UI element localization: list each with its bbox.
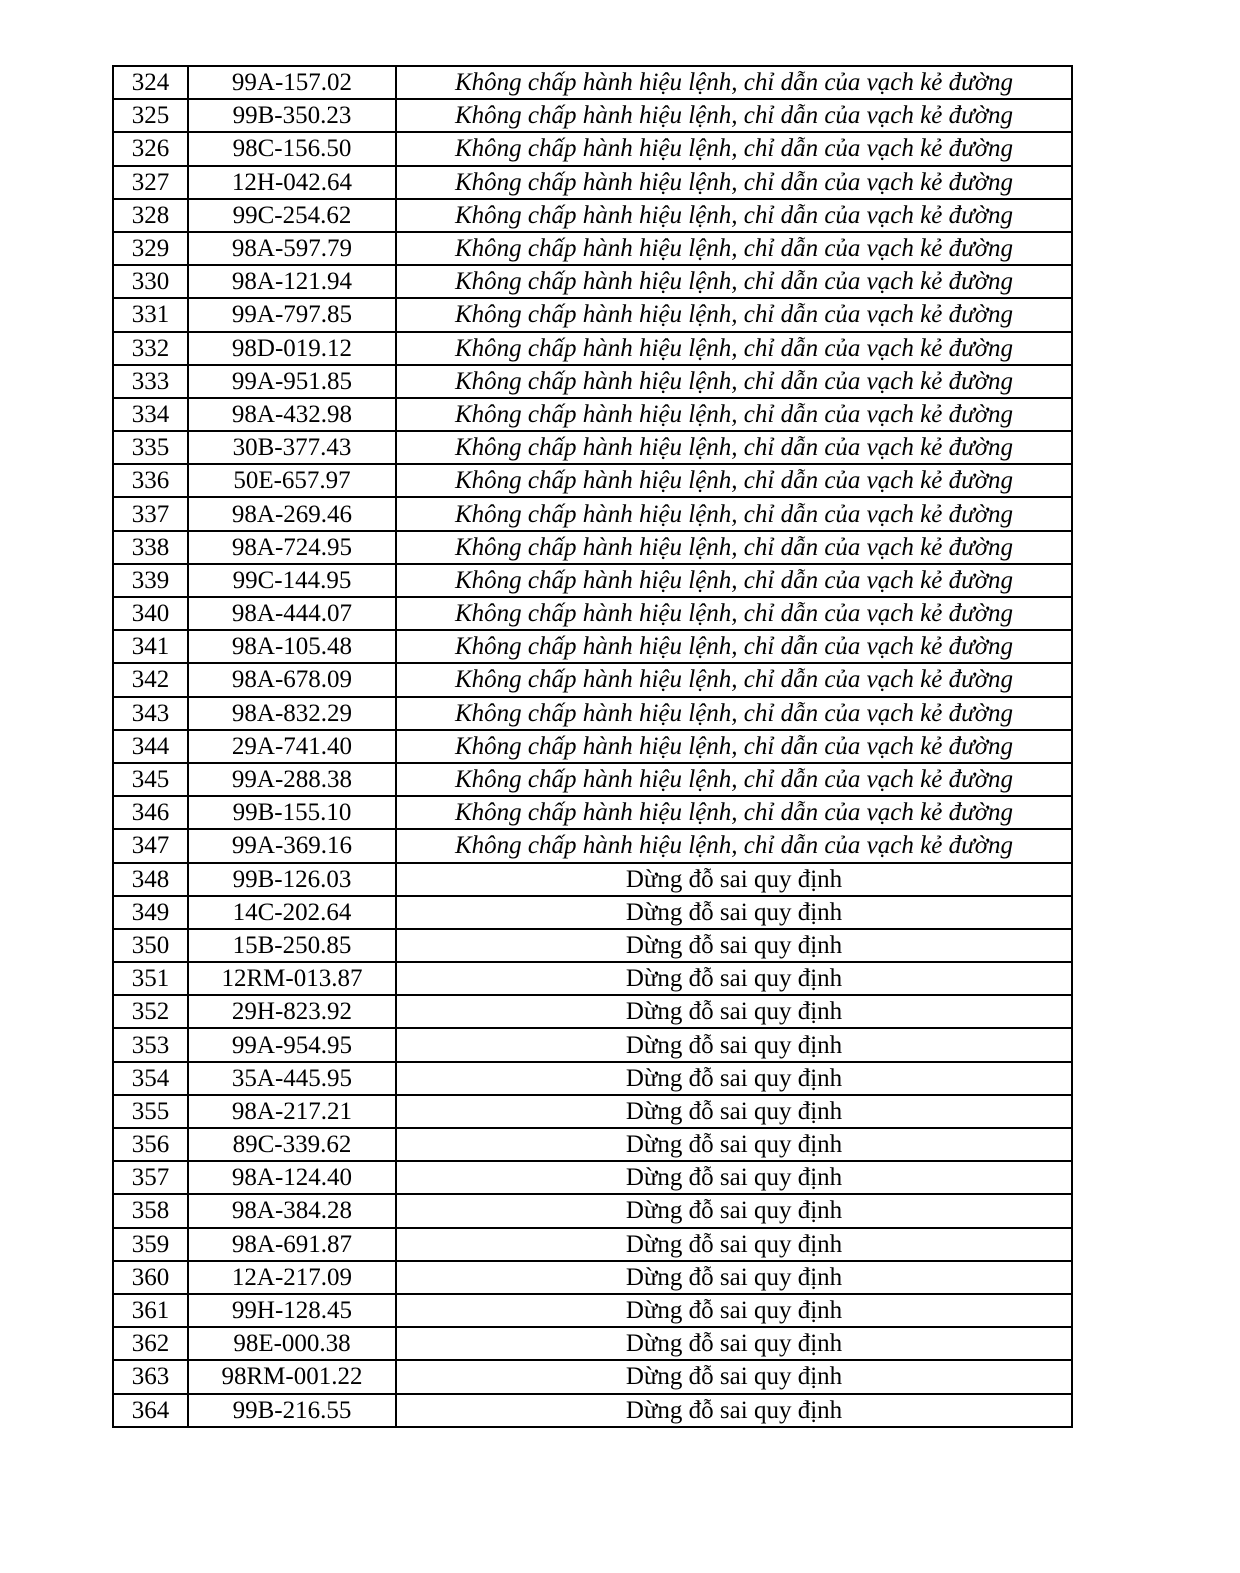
row-number-cell: 350 bbox=[113, 929, 188, 962]
table-row bbox=[113, 896, 1072, 929]
table-row bbox=[113, 863, 1072, 896]
violation-cell: Dừng đỗ sai quy định bbox=[396, 1128, 1072, 1161]
row-number-cell: 345 bbox=[113, 763, 188, 796]
license-plate-cell: 99A-157.02 bbox=[188, 66, 396, 99]
row-number-cell: 364 bbox=[113, 1394, 188, 1427]
table-row bbox=[113, 365, 1072, 398]
license-plate-cell: 99A-797.85 bbox=[188, 298, 396, 331]
table-row bbox=[113, 497, 1072, 530]
violation-cell: Dừng đỗ sai quy định bbox=[396, 1294, 1072, 1327]
row-number-cell: 331 bbox=[113, 298, 188, 331]
table-row bbox=[113, 298, 1072, 331]
license-plate-cell: 98A-597.79 bbox=[188, 232, 396, 265]
license-plate-cell: 98E-000.38 bbox=[188, 1327, 396, 1360]
violation-cell: Dừng đỗ sai quy định bbox=[396, 896, 1072, 929]
violation-cell: Không chấp hành hiệu lệnh, chỉ dẫn của vạch kẻ đường bbox=[396, 497, 1072, 530]
row-number-cell: 337 bbox=[113, 497, 188, 530]
row-number-cell: 357 bbox=[113, 1161, 188, 1194]
row-number-cell: 328 bbox=[113, 199, 188, 232]
row-number-cell: 339 bbox=[113, 564, 188, 597]
license-plate-cell: 98RM-001.22 bbox=[188, 1360, 396, 1393]
table-row bbox=[113, 597, 1072, 630]
row-number-cell: 358 bbox=[113, 1194, 188, 1227]
license-plate-cell: 99B-350.23 bbox=[188, 99, 396, 132]
row-number-cell: 334 bbox=[113, 398, 188, 431]
license-plate-cell: 99A-369.16 bbox=[188, 829, 396, 862]
row-number-cell: 325 bbox=[113, 99, 188, 132]
row-number-cell: 361 bbox=[113, 1294, 188, 1327]
license-plate-cell: 15B-250.85 bbox=[188, 929, 396, 962]
license-plate-cell: 89C-339.62 bbox=[188, 1128, 396, 1161]
row-number-cell: 335 bbox=[113, 431, 188, 464]
violation-cell: Không chấp hành hiệu lệnh, chỉ dẫn của vạch kẻ đường bbox=[396, 431, 1072, 464]
license-plate-cell: 30B-377.43 bbox=[188, 431, 396, 464]
table-row bbox=[113, 1095, 1072, 1128]
table-row bbox=[113, 1128, 1072, 1161]
violation-cell: Không chấp hành hiệu lệnh, chỉ dẫn của vạch kẻ đường bbox=[396, 199, 1072, 232]
row-number-cell: 330 bbox=[113, 265, 188, 298]
violation-cell: Dừng đỗ sai quy định bbox=[396, 1228, 1072, 1261]
table-row bbox=[113, 1327, 1072, 1360]
row-number-cell: 336 bbox=[113, 464, 188, 497]
violation-cell: Không chấp hành hiệu lệnh, chỉ dẫn của vạch kẻ đường bbox=[396, 365, 1072, 398]
license-plate-cell: 99H-128.45 bbox=[188, 1294, 396, 1327]
row-number-cell: 360 bbox=[113, 1261, 188, 1294]
license-plate-cell: 29A-741.40 bbox=[188, 730, 396, 763]
license-plate-cell: 99B-155.10 bbox=[188, 796, 396, 829]
violation-cell: Không chấp hành hiệu lệnh, chỉ dẫn của vạch kẻ đường bbox=[396, 398, 1072, 431]
violation-cell: Dừng đỗ sai quy định bbox=[396, 1062, 1072, 1095]
table-row bbox=[113, 132, 1072, 165]
table-row bbox=[113, 763, 1072, 796]
license-plate-cell: 50E-657.97 bbox=[188, 464, 396, 497]
license-plate-cell: 14C-202.64 bbox=[188, 896, 396, 929]
row-number-cell: 340 bbox=[113, 597, 188, 630]
table-row bbox=[113, 1028, 1072, 1061]
license-plate-cell: 99C-144.95 bbox=[188, 564, 396, 597]
table-row bbox=[113, 166, 1072, 199]
violation-cell: Không chấp hành hiệu lệnh, chỉ dẫn của vạch kẻ đường bbox=[396, 232, 1072, 265]
violation-cell: Không chấp hành hiệu lệnh, chỉ dẫn của vạch kẻ đường bbox=[396, 630, 1072, 663]
table-row bbox=[113, 1194, 1072, 1227]
license-plate-cell: 98A-105.48 bbox=[188, 630, 396, 663]
row-number-cell: 353 bbox=[113, 1028, 188, 1061]
table-row bbox=[113, 265, 1072, 298]
row-number-cell: 341 bbox=[113, 630, 188, 663]
table-row bbox=[113, 1062, 1072, 1095]
violation-cell: Không chấp hành hiệu lệnh, chỉ dẫn của vạch kẻ đường bbox=[396, 697, 1072, 730]
row-number-cell: 327 bbox=[113, 166, 188, 199]
violation-cell: Dừng đỗ sai quy định bbox=[396, 1360, 1072, 1393]
table-row bbox=[113, 464, 1072, 497]
table-row bbox=[113, 1360, 1072, 1393]
table-row bbox=[113, 697, 1072, 730]
row-number-cell: 326 bbox=[113, 132, 188, 165]
table-row bbox=[113, 99, 1072, 132]
violation-cell: Dừng đỗ sai quy định bbox=[396, 1394, 1072, 1427]
table-row bbox=[113, 531, 1072, 564]
table-row bbox=[113, 995, 1072, 1028]
row-number-cell: 342 bbox=[113, 663, 188, 696]
table-row bbox=[113, 232, 1072, 265]
table-row bbox=[113, 1228, 1072, 1261]
table-row bbox=[113, 962, 1072, 995]
table-row bbox=[113, 730, 1072, 763]
violation-cell: Dừng đỗ sai quy định bbox=[396, 929, 1072, 962]
table-row bbox=[113, 796, 1072, 829]
row-number-cell: 346 bbox=[113, 796, 188, 829]
table-row bbox=[113, 929, 1072, 962]
table-row bbox=[113, 1161, 1072, 1194]
violation-cell: Không chấp hành hiệu lệnh, chỉ dẫn của vạch kẻ đường bbox=[396, 464, 1072, 497]
license-plate-cell: 99A-954.95 bbox=[188, 1028, 396, 1061]
violation-cell: Không chấp hành hiệu lệnh, chỉ dẫn của vạch kẻ đường bbox=[396, 99, 1072, 132]
license-plate-cell: 99A-951.85 bbox=[188, 365, 396, 398]
row-number-cell: 356 bbox=[113, 1128, 188, 1161]
table-body bbox=[113, 66, 1072, 1427]
license-plate-cell: 99C-254.62 bbox=[188, 199, 396, 232]
violation-cell: Dừng đỗ sai quy định bbox=[396, 1095, 1072, 1128]
row-number-cell: 362 bbox=[113, 1327, 188, 1360]
violation-cell: Dừng đỗ sai quy định bbox=[396, 863, 1072, 896]
violation-cell: Không chấp hành hiệu lệnh, chỉ dẫn của vạch kẻ đường bbox=[396, 564, 1072, 597]
row-number-cell: 352 bbox=[113, 995, 188, 1028]
violation-cell: Không chấp hành hiệu lệnh, chỉ dẫn của vạch kẻ đường bbox=[396, 730, 1072, 763]
license-plate-cell: 98A-444.07 bbox=[188, 597, 396, 630]
violation-cell: Dừng đỗ sai quy định bbox=[396, 1261, 1072, 1294]
table-row bbox=[113, 829, 1072, 862]
violation-cell: Không chấp hành hiệu lệnh, chỉ dẫn của vạch kẻ đường bbox=[396, 332, 1072, 365]
license-plate-cell: 98A-724.95 bbox=[188, 531, 396, 564]
row-number-cell: 332 bbox=[113, 332, 188, 365]
violation-cell: Không chấp hành hiệu lệnh, chỉ dẫn của vạch kẻ đường bbox=[396, 597, 1072, 630]
license-plate-cell: 12RM-013.87 bbox=[188, 962, 396, 995]
row-number-cell: 324 bbox=[113, 66, 188, 99]
license-plate-cell: 99A-288.38 bbox=[188, 763, 396, 796]
license-plate-cell: 99B-216.55 bbox=[188, 1394, 396, 1427]
row-number-cell: 338 bbox=[113, 531, 188, 564]
violation-cell: Không chấp hành hiệu lệnh, chỉ dẫn của vạch kẻ đường bbox=[396, 166, 1072, 199]
violation-cell: Không chấp hành hiệu lệnh, chỉ dẫn của vạch kẻ đường bbox=[396, 265, 1072, 298]
license-plate-cell: 98A-269.46 bbox=[188, 497, 396, 530]
license-plate-cell: 12H-042.64 bbox=[188, 166, 396, 199]
violation-cell: Không chấp hành hiệu lệnh, chỉ dẫn của vạch kẻ đường bbox=[396, 132, 1072, 165]
violation-cell: Không chấp hành hiệu lệnh, chỉ dẫn của vạch kẻ đường bbox=[396, 531, 1072, 564]
violation-cell: Dừng đỗ sai quy định bbox=[396, 1161, 1072, 1194]
violation-cell: Dừng đỗ sai quy định bbox=[396, 1327, 1072, 1360]
row-number-cell: 354 bbox=[113, 1062, 188, 1095]
license-plate-cell: 98A-217.21 bbox=[188, 1095, 396, 1128]
table-row bbox=[113, 66, 1072, 99]
row-number-cell: 329 bbox=[113, 232, 188, 265]
violation-cell: Không chấp hành hiệu lệnh, chỉ dẫn của vạch kẻ đường bbox=[396, 763, 1072, 796]
license-plate-cell: 98A-384.28 bbox=[188, 1194, 396, 1227]
row-number-cell: 344 bbox=[113, 730, 188, 763]
license-plate-cell: 98A-678.09 bbox=[188, 663, 396, 696]
license-plate-cell: 29H-823.92 bbox=[188, 995, 396, 1028]
license-plate-cell: 98A-832.29 bbox=[188, 697, 396, 730]
violation-cell: Không chấp hành hiệu lệnh, chỉ dẫn của vạch kẻ đường bbox=[396, 829, 1072, 862]
table-row bbox=[113, 663, 1072, 696]
license-plate-cell: 98D-019.12 bbox=[188, 332, 396, 365]
license-plate-cell: 35A-445.95 bbox=[188, 1062, 396, 1095]
violations-table bbox=[112, 65, 1073, 1428]
license-plate-cell: 98A-432.98 bbox=[188, 398, 396, 431]
table-row bbox=[113, 332, 1072, 365]
table-row bbox=[113, 1394, 1072, 1427]
table-row bbox=[113, 1294, 1072, 1327]
table-row bbox=[113, 1261, 1072, 1294]
violation-cell: Dừng đỗ sai quy định bbox=[396, 1028, 1072, 1061]
table-row bbox=[113, 564, 1072, 597]
row-number-cell: 333 bbox=[113, 365, 188, 398]
row-number-cell: 347 bbox=[113, 829, 188, 862]
table-row bbox=[113, 431, 1072, 464]
row-number-cell: 363 bbox=[113, 1360, 188, 1393]
row-number-cell: 359 bbox=[113, 1228, 188, 1261]
license-plate-cell: 98A-124.40 bbox=[188, 1161, 396, 1194]
table-row bbox=[113, 398, 1072, 431]
violation-cell: Không chấp hành hiệu lệnh, chỉ dẫn của vạch kẻ đường bbox=[396, 66, 1072, 99]
violation-cell: Không chấp hành hiệu lệnh, chỉ dẫn của vạch kẻ đường bbox=[396, 796, 1072, 829]
row-number-cell: 351 bbox=[113, 962, 188, 995]
row-number-cell: 343 bbox=[113, 697, 188, 730]
violation-cell: Dừng đỗ sai quy định bbox=[396, 995, 1072, 1028]
license-plate-cell: 98A-121.94 bbox=[188, 265, 396, 298]
table-row bbox=[113, 199, 1072, 232]
row-number-cell: 349 bbox=[113, 896, 188, 929]
license-plate-cell: 99B-126.03 bbox=[188, 863, 396, 896]
license-plate-cell: 98A-691.87 bbox=[188, 1228, 396, 1261]
violation-cell: Dừng đỗ sai quy định bbox=[396, 1194, 1072, 1227]
row-number-cell: 355 bbox=[113, 1095, 188, 1128]
violation-cell: Không chấp hành hiệu lệnh, chỉ dẫn của vạch kẻ đường bbox=[396, 298, 1072, 331]
license-plate-cell: 98C-156.50 bbox=[188, 132, 396, 165]
license-plate-cell: 12A-217.09 bbox=[188, 1261, 396, 1294]
table-row bbox=[113, 630, 1072, 663]
violation-cell: Dừng đỗ sai quy định bbox=[396, 962, 1072, 995]
row-number-cell: 348 bbox=[113, 863, 188, 896]
violation-cell: Không chấp hành hiệu lệnh, chỉ dẫn của vạch kẻ đường bbox=[396, 663, 1072, 696]
